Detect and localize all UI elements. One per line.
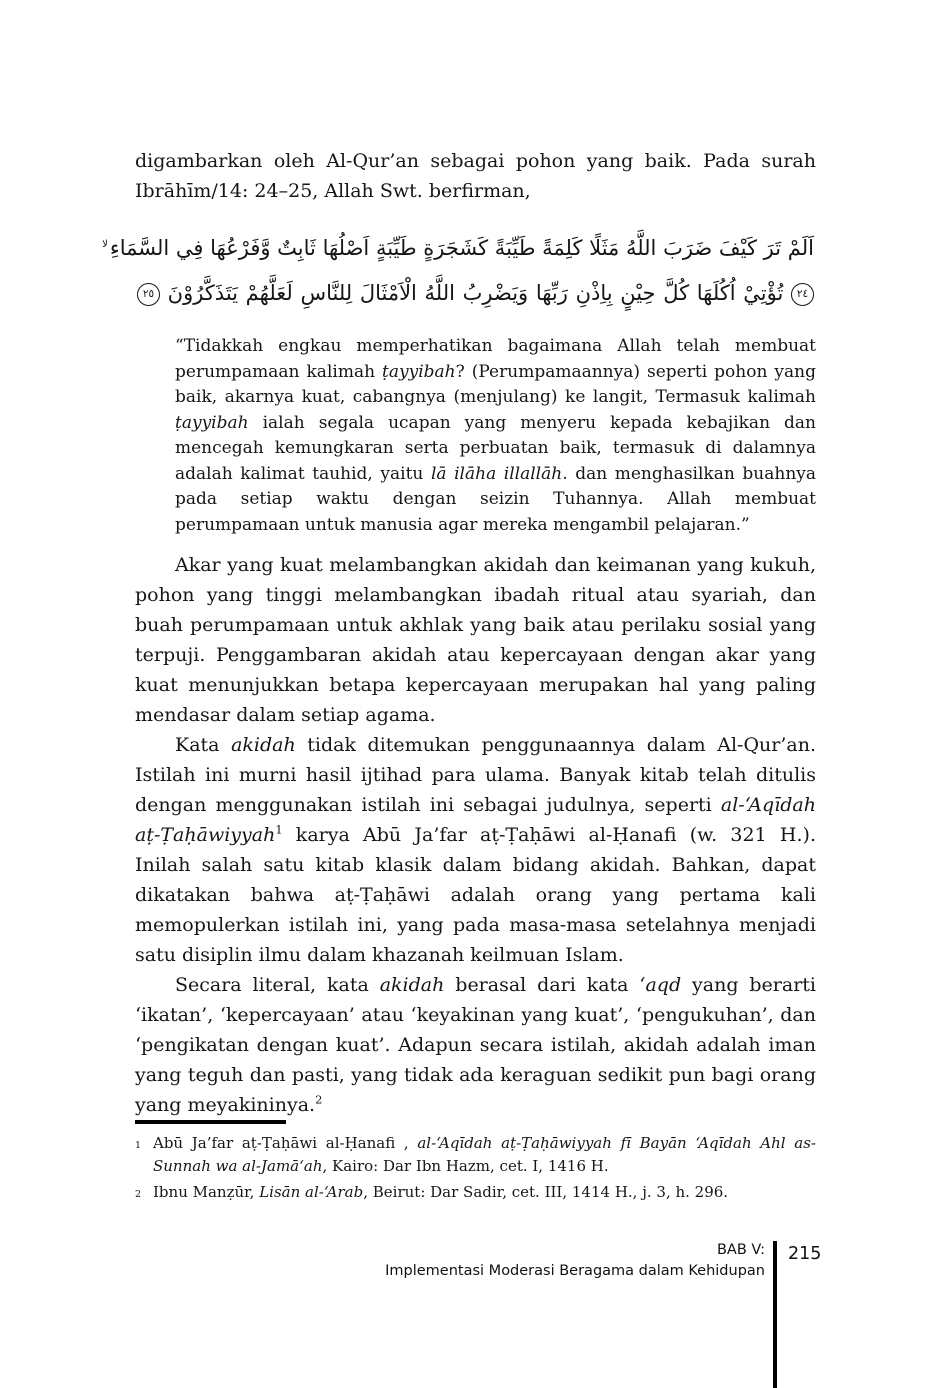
footnote-1-marker: 1 xyxy=(135,1140,142,1151)
running-footer-chapter xyxy=(385,1240,765,1282)
paragraph-kata-akidah: Kata akidah tidak ditemukan penggunaannya dalam Al-Qur’an. Istilah ini murni hasil ijtihad para ulama. Banyak kitab telah ditulis dengan menggunakan istilah ini sebagai judulnya, seperti al-‘Aqīdah aṭ-Ṭaḥāwiyyah$^1$ karya Abū Ja’far aṭ-Ṭaḥāwi al-Ḥanafi (w. 321 H.). Inilah salah satu kitab klasik dalam bidang akidah. Bahkan, dapat dikatakan bahwa aṭ-Ṭaḥāwi adalah orang yang pertama kali memopulerkan istilah ini, yang pada masa-masa setelahnya menjadi satu disiplin ilmu dalam khazanah keilmuan Islam. xyxy=(135,734,816,966)
paragraph-intro: digambarkan oleh Al-Qur’an sebagai pohon yang baik. Pada surah Ibrāhīm/14: 24–25, Allah Swt. berfirman, xyxy=(135,150,816,202)
arabic-verse-line-2 xyxy=(137,271,814,316)
ayah-25-end-marker-icon: ٢٥ xyxy=(137,283,160,306)
arabic-verse-25-text: تُؤْتِيْ اُكُلَهَا كُلَّ حِيْنٍ بِاِذْنِ رَبِّهَا وَيَضْرِبُ اللَّهُ الْاَمْثَالَ لِلنَّاسِ لَعَلَّهُمْ يَتَذَكَّرُوْنَ xyxy=(167,281,784,305)
verse-translation-quote: “Tidakkah engkau memperhatikan bagaimana Allah telah membuat perumpamaan kalimah ṭayyibah? (Perumpamaannya) seperti pohon yang baik, akarnya kuat, cabangnya (menjulang) ke langit, Termasuk kalimah ṭayyibah ialah segala ucapan yang menyeru kepada kebajikan dan mencegah kemungkaran serta perbuatan baik, termasuk di dalamnya adalah kalimat tauhid, yaitu lā ilāha illallāh. dan menghasilkan buahnya pada setiap waktu dengan seizin Tuhannya. Allah membuat perumpamaan untuk manusia agar mereka mengambil pelajaran.” xyxy=(175,336,817,535)
chapter-label: BAB V: xyxy=(716,1242,765,1258)
paragraph-akar-yang-kuat: Akar yang kuat melambangkan akidah dan keimanan yang kukuh, pohon yang tinggi melambangkan ibadah ritual atau syariah, dan buah perumpamaan untuk akhlak yang baik atau perilaku sosial yang terpuji. Penggambaran akidah atau kepercayaan dengan akar yang kuat menunjukkan betapa kepercayaan merupakan hal yang paling mendasar dalam setiap agama. xyxy=(135,554,816,726)
footnote-separator-rule xyxy=(135,1120,286,1124)
footer-divider-bar xyxy=(773,1241,777,1388)
page-body xyxy=(102,146,817,1120)
arabic-verse-24-text: اَلَمْ تَرَ كَيْفَ ضَرَبَ اللَّهُ مَثَلًا كَلِمَةً طَيِّبَةً كَشَجَرَةٍ طَيِّبَةٍ اَصْلُهَا ثَابِتٌ وَّفَرْعُهَا فِي السَّمَاءِ xyxy=(109,236,814,260)
ayah-24-end-marker-icon: ٢٤ xyxy=(791,283,814,306)
footnote-2 xyxy=(135,1181,816,1206)
quran-verse-arabic xyxy=(102,222,814,316)
footnote-1 xyxy=(135,1132,816,1178)
footnote-1-text: Abū Ja’far aṭ-Ṭaḥāwi al-Ḥanafi , al-‘Aqīdah aṭ-Ṭaḥāwiyyah fī Bayān ‘Aqīdah Ahl as-Sunnah wa al-Jamā‘ah, Kairo: Dar Ibn Hazm, cet. I, 1416 H. xyxy=(153,1134,816,1175)
arabic-verse-line-1 xyxy=(102,222,814,271)
waqf-pause-mark: لا xyxy=(102,239,108,250)
page-number: 215 xyxy=(788,1244,822,1264)
footnote-2-text: Ibnu Manẓūr, Lisān al-‘Arab, Beirut: Dar Sadir, cet. III, 1414 H., j. 3, h. 296. xyxy=(153,1183,729,1201)
footnotes-section xyxy=(135,1132,816,1206)
chapter-title: Implementasi Moderasi Beragama dalam Kehidupan xyxy=(385,1263,765,1279)
paragraph-secara-literal: Secara literal, kata akidah berasal dari kata ‘aqd yang berarti ‘ikatan’, ‘kepercayaan’ atau ‘keyakinan yang kuat’, ‘pengukuhan’, dan ‘pengikatan dengan kuat’. Adapun secara istilah, akidah adalah iman yang teguh dan pasti, yang tidak ada keraguan sedikit pun bagi orang yang meyakininya.$^2$ xyxy=(135,974,817,1116)
footnote-2-marker: 2 xyxy=(135,1189,142,1200)
